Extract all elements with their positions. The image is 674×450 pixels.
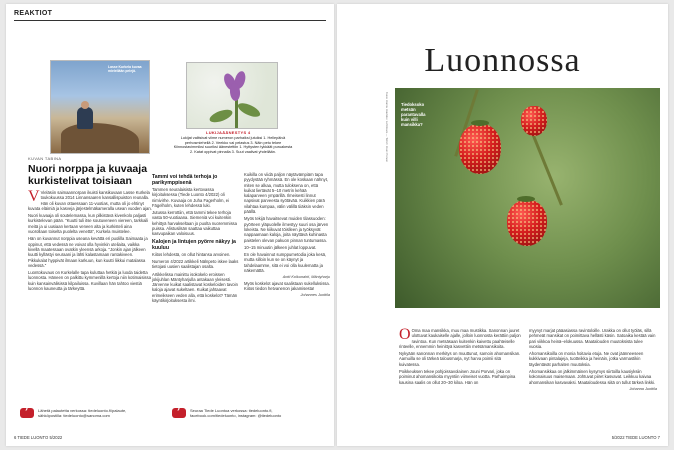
article-paragraph: myynyt marjat pääasiassa ravintoloille. Urakka on ollut työläs, sillä pehmeät mansikat on poimittava hellästi käsin. Satoaika kestää vain pari viikkoa heinä–elokuussa. Maatalouden muutoksista tulee vuosia. (529, 328, 656, 349)
follow-footer[interactable] (172, 408, 312, 418)
follow-footer-text: Seuraa Tiede Luontoa verkossa: tiedeluonto.fi, facebook.com/tiedeluonto, instagram: @tiedeluonto (190, 408, 282, 418)
section-label: REAKTIOT (14, 10, 53, 17)
letter-subhead: Kalojen ja lintujen pyörre näkyy ja kuuluu (152, 238, 236, 251)
letter-paragraph: Jutussa kerrottiin, että tammi tekee terhoja vasta 50-vuotiaana. Siemeniä voi kuitenkin kehittyä harvakseltaan jo puolta nuoremmissa puissa. Alistusilsän saattaa vaikuttaa kasvupaikan valoisuus. (152, 210, 237, 237)
letter-paragraph: Artikkelissa mainittu isokokelo eroissen jokijuhlan Mäntyharjulla antakaan yleisesti. Järvenne kuikat saalistavat koskeloiden tavoin kaloja ajavat sukeltaen. Kuikat jahtaavat erimeikseen veden alla, että koskelot? Tämän käyntikirjoituksesta ilmi. (152, 271, 238, 304)
article-paragraph: Ahomansikoilla on monia hoitavia etuja. Ne ovat jäänneeseen kukkivaan pintalajeja, tuotteikka ja heinäin, jotka varmastikin täydentävät parhaiten muutoksia. (529, 351, 644, 367)
flower-leaf (208, 107, 234, 125)
person-shape (77, 107, 93, 129)
letters-column-b (152, 172, 240, 305)
article-headline: Nuori norppa ja kuvaaja kurkistelivat toisiaan (28, 163, 148, 187)
section-title: Luonnossa (424, 42, 581, 79)
letter-paragraph: Kuikilla on viidä paljon näytävämpiäm tapa pyydystää ryhmässä. En ole koskaan nähnyt, miten se alkaa, mutta tuloksena on, että kuikat liertävät 5–10 metrin kehää kalaparveen ympärillä. Ilmeisesti linnut napsivat parveesta syötävää. Kuikkien pärä vilahtaa kumpaa, välin välillä tiiäksin veden päällä. (244, 172, 329, 215)
article-paragraph: Luontokuvaus on Kurkelalle tapa kuluttaa hetkiä ja luoda taidetta luonnosta. Häneen on palkittu kymmenillä kertoja niin kotimaisissa kuin kansainvälisissä kilpailuissa. Kuvillaan hän tahtoo viestiä luonnon kauneutta ja tärkeyttä. (28, 270, 151, 292)
kurkela-photo-caption: Lasse Kurkela kuvaa mielellään pelejä. (108, 65, 142, 74)
letter-signature: Antti Kolkunahti, Mäntyharju (282, 275, 330, 280)
drop-cap: O (399, 326, 411, 343)
rock-shape (61, 123, 139, 153)
article-column-d (399, 328, 523, 387)
left-page (6, 4, 334, 446)
article-paragraph: V Vieläsiin saimaannorpan ikuisti kansikuvaan Lasse Kurkela toukokuussa 2014 Linnansaaren kansallispuiston reunalla. Hän oli kuvan ottaessaan 11-vuotias, mutta oli jo ehtinyt kuvata eläimiä ja kasveja järjestelmäkameralla usean vuoden ajan. (28, 188, 152, 211)
strawberry (459, 124, 501, 174)
article-paragraph: Nykyään sanonnan merkitys on muuttunut, samoin ahomansikan. Aamuilla se oli tärkeä talousmarja, nyt harva poimii sitä kuivatessa. (399, 351, 521, 367)
flower-photo (186, 62, 278, 129)
strawberry (507, 200, 547, 246)
article-paragraph: Ahomansikkaa on jälkimmäinen kysymys siirtoilla kausiyksiin kokonaisuus maisemaan. Johtuvat piiret kasvavat. Leikkuu kaivaa ahomansikan kasvavaksi. Maataloudessa siitä on tullut tärkeä linkki. (529, 369, 656, 385)
article-paragraph: Poikkeuksen tekee pohjoissavolainen Jouni Porvari, joka on poiminut ahomansikoita myyntiin viimeiset vuotta. Parhaimpina kausina saalis on ollut 20–30 kiloa. Hän on (399, 369, 516, 385)
letter-paragraph: Kiitos lehdestä, on ollut hintansa arvoinen. (152, 251, 231, 257)
article-paragraph: Nuori kuvaaja oli soutelemassa, kun pilkistävä kivenkolo paljasti kurkistelevan pään. "Kuutti tuli itse soutuveneen viereen, tarkkaili meitä ja ui uusiaan kertaan veneen alta ja kurkisteli aina vuorollaan toiselta puolelta venettä", Kurkela muistelee. (28, 213, 149, 235)
feedback-footer-text: Lähetä palautetta verkossa: tiedeluonto.fi/palaute, sähköpostilla: tiedeluonto@sanoma.com (38, 408, 127, 418)
kurkela-photo (50, 60, 150, 154)
letter-subhead: Tammi voi tehdä terhoja jo parikymppisenä (152, 174, 218, 186)
berry-calyx (517, 196, 535, 202)
page-number: 6 TIEDE LUONTO 5/2022 (14, 435, 63, 440)
letter-paragraph: En ole havainnut sumppumetodia joka kesä, mutta silloin kun se on käynyt ja tahdelaamme, sitä ei voi olla kuulematta ja näkemättä. (244, 252, 327, 274)
reader-poll-tag: LUKIJAÄÄNESTYS 4 (206, 130, 251, 135)
drop-cap: V (28, 188, 40, 205)
right-page (337, 4, 668, 446)
reader-poll-text: Lukijat valitsivat viime numeron parhaiksi jutuiksi 1. Hellepäivä perhosmiehellä 2. Veekko vai pelastus 3. Näin petu tekee Kiinnostavimmiksi suuriksi äänestettiin 1. Hyttysten tykkäät puruakesta 2. Katat oppivat pinnalla 3. Suut vaalivat yhdellään. (173, 136, 293, 154)
letter-paragraph: Myös tekijä havaitsevat muiden tilassuoden: pyörteen yläpuolelle ilmestyy suuri osa järven lokeista. Ne kiikuvat töislleen ja työksyvät nappaamaan kaloja, joita näyttävä kuhinasta paistelen olevan pakuon pinnan tuntumassa. (244, 216, 329, 243)
letter-paragraph: Tammen seuralaisista kertovassa kirjoituksessa (Tiede Luonto 4/2022) oli nimivirhe. Kuvaaja on Juha Fagerholm, ei Fägelholm, kuten lehdessä luki. (152, 187, 230, 208)
letter-paragraph: Myös koskelot ajavat saalistaan sukelluksissa. Kiitos tiedon hetvanenon jakamisesta! (244, 280, 330, 291)
letter-signature: Johannes Juottila (300, 293, 330, 298)
person-head-shape (81, 101, 89, 109)
page-number: 5/2022 TIEDE LUONTO 7 (611, 435, 660, 440)
letter-paragraph: 10–15 minuutin jälkeen juhlat loppuvat. (244, 244, 317, 250)
feedback-footer[interactable] (20, 408, 150, 418)
arrow-icon (172, 408, 186, 418)
section-rule (14, 20, 326, 21)
berry-stalk (530, 130, 563, 205)
photo-badge: Tiedoksoko metsän parantavalla kuin villi mansikka? (401, 102, 426, 127)
article-paragraph: O Oma maa mansikka, muu maa mustikka. Sanonnan juuret ulottuvat kaukaiselle ajalle, jolloin luonnosta kerättiin paljon ravintoa. Kun metsäsaan kuitenkin kaivettu paahteiselle rinteelle, ennemmin heinittyä kasvettiin metsämansikoita. (399, 326, 521, 349)
letter-paragraph: Numeron 4/2022 artikkeli Nälnpeto iskee laaks tietojasi uusien saalistajan osalta. (152, 258, 239, 270)
strawberry (521, 106, 547, 136)
article-column-e (529, 328, 657, 392)
flower-leaf (236, 100, 262, 119)
photo-credit: Kuva: Hannu Hautala / Lehtikuva — Teksti: Jouni Porvari (385, 92, 389, 163)
arrow-icon (20, 408, 34, 418)
photo-byline: KUVAN TABINA (28, 156, 62, 161)
article-signature: Johanna Juottila (629, 386, 657, 391)
berry-calyx (471, 120, 489, 126)
letters-column-c (244, 172, 330, 299)
article-column-a (28, 190, 152, 293)
article-paragraph: Hän on kuvannut norppia useana kevättä eri puolilla Saimaata ja oppinut, että vedessä ne voivat olla hyvinkin uteliaita, vaikka kivellä maatessaan ovatkin yleensä arkoja. "Jonkin ajan jälkeen kuutti kyllästyi seuraani ja lähti kalastamaan rantakiveen. Pikkukalat hyppivät ilmaan karkuun, kun kuutti liikkui matalassa vedessä." (28, 236, 148, 268)
